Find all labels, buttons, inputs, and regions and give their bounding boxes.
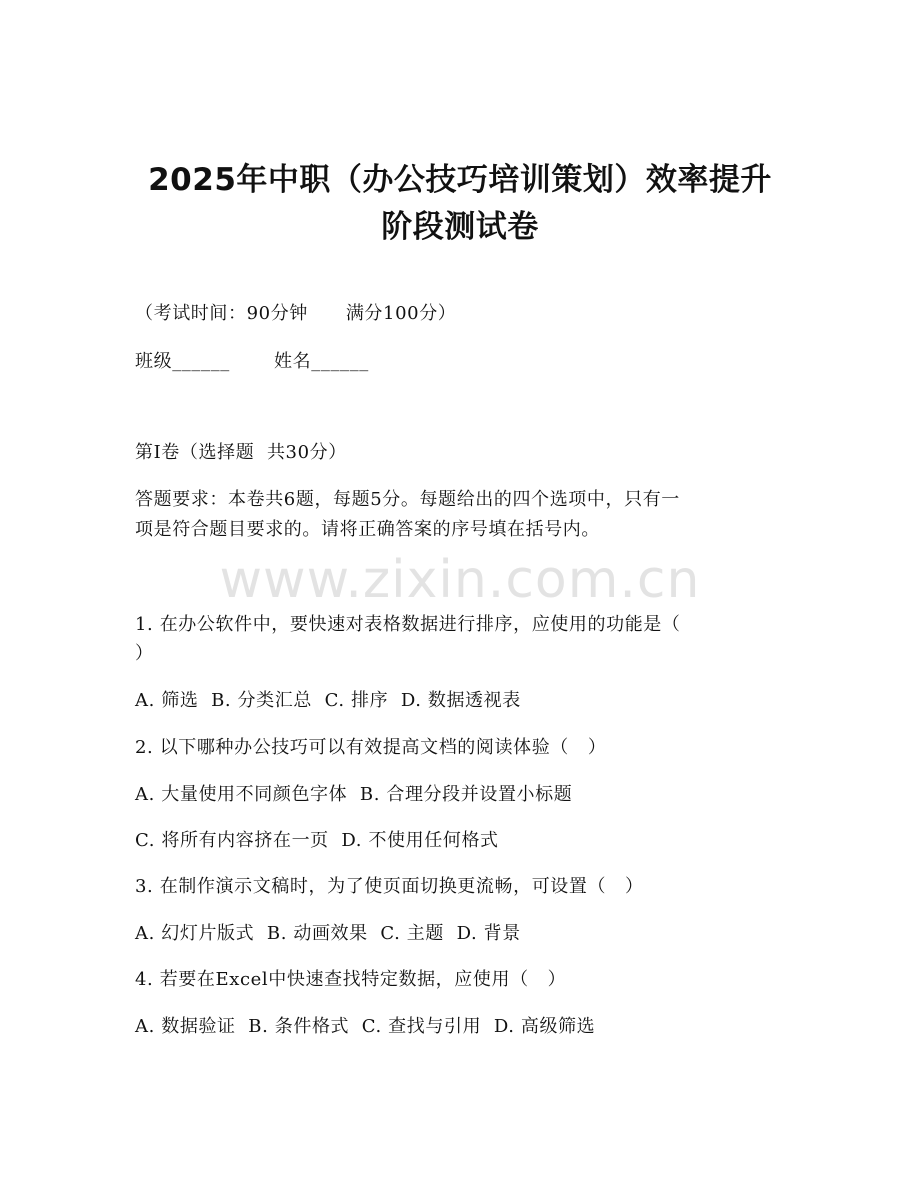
question-3-stem: 3. 在制作演示文稿时，为了使页面切换更流畅，可设置（ ） (135, 876, 644, 897)
question-1-stem: 1. 在办公软件中，要快速对表格数据进行排序，应使用的功能是（ (135, 614, 681, 635)
question-4-stem: 4. 若要在Excel中快速查找特定数据，应使用（ ） (135, 969, 567, 990)
question-3-options: A. 幻灯片版式 B. 动画效果 C. 主题 D. 背景 (135, 923, 521, 944)
watermark: www.zixin.com.cn (219, 550, 701, 610)
instructions-line-1: 答题要求：本卷共6题，每题5分。每题给出的四个选项中，只有一 (135, 489, 680, 510)
question-4-options: A. 数据验证 B. 条件格式 C. 查找与引用 D. 高级筛选 (135, 1016, 596, 1037)
exam-info: （考试时间：90分钟 满分100分） (135, 303, 457, 324)
question-2-stem: 2. 以下哪种办公技巧可以有效提高文档的阅读体验（ ） (135, 737, 607, 758)
question-1-options: A. 筛选 B. 分类汇总 C. 排序 D. 数据透视表 (135, 690, 521, 711)
exam-title-line-1: 2025年中职（办公技巧培训策划）效率提升 (148, 162, 772, 198)
class-name-fields: 班级______ 姓名______ (135, 351, 369, 372)
question-2-options-1: A. 大量使用不同颜色字体 B. 合理分段并设置小标题 (135, 784, 573, 805)
exam-title-line-2: 阶段测试卷 (381, 209, 539, 245)
question-2-options-2: C. 将所有内容挤在一页 D. 不使用任何格式 (135, 830, 499, 851)
instructions-line-2: 项是符合题目要求的。请将正确答案的序号填在括号内。 (135, 519, 600, 540)
section-header: 第I卷（选择题 共30分） (135, 442, 347, 463)
question-1-stem-continued: ） (135, 643, 154, 664)
